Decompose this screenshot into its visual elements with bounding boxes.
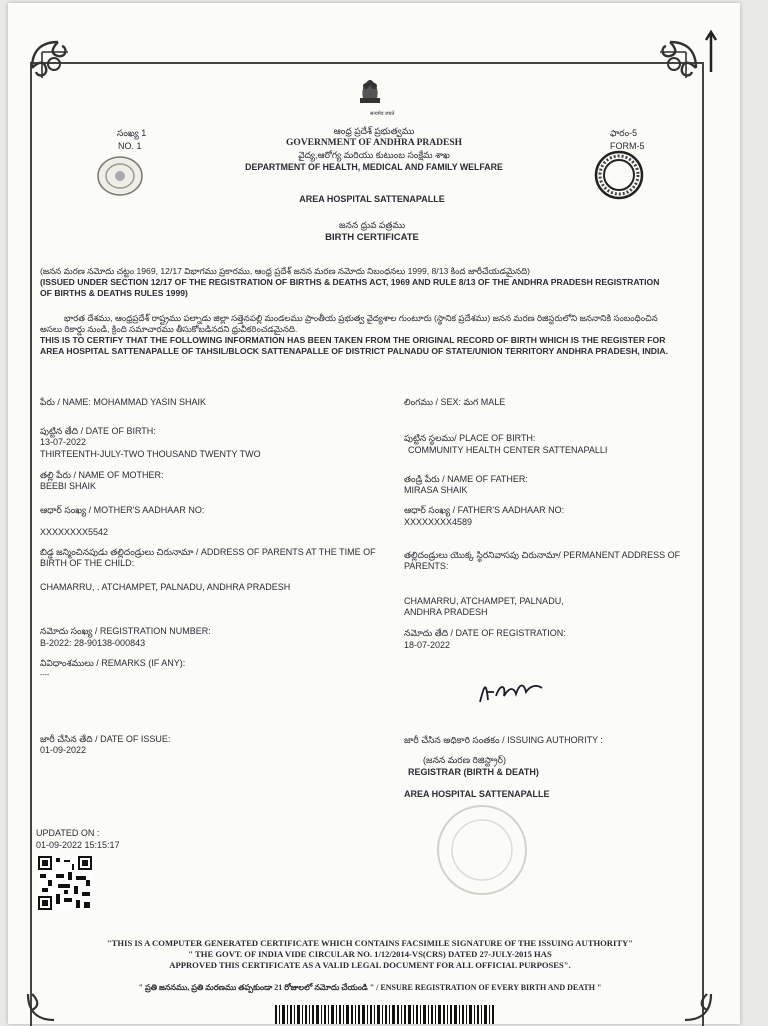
dept-title: DEPARTMENT OF HEALTH, MEDICAL AND FAMILY WELFARE — [245, 162, 503, 172]
mother-aadhaar-label: ఆధార్ సంఖ్య / MOTHER'S AADHAAR NO: — [40, 505, 205, 515]
state-emblem-icon — [355, 76, 385, 110]
emblem-caption: सत्यमेव जयते — [370, 111, 395, 117]
title-te: జనన ధ్రువ పత్రము — [338, 220, 406, 230]
registration-number-label: నమోదు సంఖ్య / REGISTRATION NUMBER: — [40, 626, 211, 636]
certify-te: భారత దేశము, ఆంధ్రప్రదేశ్ రాష్ట్రము పల్నాడు జిల్లా సత్తెనపల్లి మండలము ప్రాంతీయ ప్రభుత్వ వైద్యశాల గుంటూరు (స్థానిక ప్రదేశము) జనన మరణ రిజిస్టరులోని జననానికి సంబంధించిన అసలు రికార్డు నుండి, క్రింది సమాచారము తీసుకోబడినదని ధ్రువీకరించడమైనది. — [40, 313, 658, 334]
signature — [476, 676, 546, 711]
certify-en: THIS IS TO CERTIFY THAT THE FOLLOWING INFORMATION HAS BEEN TAKEN FROM THE ORIGINAL RECORD OF BIRTH WHICH IS THE REGISTER FOR AREA HOSPITAL SATTENAPALLE OF TAHSIL/BLOCK SATTENAPALLE OF DISTRICT PALNADU OF STATE/UNION TERRITORY ANDHRA PRADESH, INDIA. — [40, 335, 668, 356]
mother-label: తల్లి పేరు / NAME OF MOTHER: — [40, 470, 164, 480]
issue-date-label: జారీ చేసిన తేది / DATE OF ISSUE: — [40, 734, 171, 744]
left-seal-icon — [96, 155, 144, 197]
authority-role: REGISTRAR (BIRTH & DEATH) — [408, 767, 539, 777]
pob-value: COMMUNITY HEALTH CENTER SATTENAPALLI — [408, 445, 608, 455]
registration-date-value: 18-07-2022 — [404, 640, 451, 650]
dob-value: 13-07-2022 — [40, 437, 87, 447]
remarks-value: ---- — [40, 672, 50, 679]
corner-ornament-top-left — [28, 38, 88, 98]
father-label: తండ్రి పేరు / NAME OF FATHER: — [404, 474, 528, 484]
left-no-te: సంఖ్య 1 — [117, 128, 147, 138]
dob-label: పుట్టిన తేది / DATE OF BIRTH: — [40, 426, 156, 436]
hospital-name: AREA HOSPITAL SATTENAPALLE — [299, 194, 445, 204]
father-value: MIRASA SHAIK — [404, 485, 468, 495]
father-aadhaar-value: XXXXXXXX4589 — [404, 517, 473, 527]
name-field: పేరు / NAME: MOHAMMAD YASIN SHAIK — [40, 397, 207, 407]
mother-value: BEEBI SHAIK — [40, 481, 97, 491]
right-seal-icon — [594, 150, 644, 200]
issuing-authority-label: జారీ చేసిన అధికారి సంతకం / ISSUING AUTHORITY : — [404, 735, 603, 745]
authority-te: (జనన మరణ రిజిస్ట్రార్) — [423, 755, 506, 765]
right-form: FORM-5 — [610, 141, 645, 151]
registration-date-label: నమోదు తేది / DATE OF REGISTRATION: — [404, 628, 566, 638]
qr-code-icon — [38, 856, 92, 910]
remarks-label: వివిధాంశములు / REMARKS (IF ANY): — [40, 658, 186, 668]
corner-ornament-top-right — [640, 38, 700, 98]
upward-arrow-mark — [704, 30, 718, 74]
permanent-address-label: తల్లిదండ్రులు యొక్క స్థిరనివాసపు చిరునామా/ PERMANENT ADDRESS OF PARENTS: — [404, 550, 681, 571]
certificate-border — [30, 62, 704, 1026]
footer-line1: "THIS IS A COMPUTER GENERATED CERTIFICATE WHICH CONTAINS FACSIMILE SIGNATURE OF THE ISSUING AUTHORITY" — [106, 938, 634, 948]
authority-hospital: AREA HOSPITAL SATTENAPALLE — [404, 789, 550, 799]
footer-line4: " ప్రతి జననము, ప్రతి మరణము తప్పకుండా 21 రోజులలో నమోదు చేయండి " / ENSURE REGISTRATION OF EVERY BIRTH AND DEATH " — [138, 983, 602, 992]
barcode-icon — [275, 1005, 495, 1024]
issued-under-te: (జనన మరణ నమోదు చట్టం 1969, 12/17 విభాగము ప్రకారము, ఆంధ్ర ప్రదేశ్ జనన మరణ నమోదు నిబంధనలు 1999, 8/13 కింద జారీచేయడమైనది) — [40, 266, 531, 276]
father-aadhaar-label: ఆధార్ సంఖ్య / FATHER'S AADHAAR NO: — [404, 505, 565, 515]
left-no: NO. 1 — [118, 141, 142, 151]
permanent-address-line2: ANDHRA PRADESH — [404, 607, 488, 617]
permanent-address-line1: CHAMARRU, ATCHAMPET, PALNADU, — [404, 596, 564, 606]
mother-aadhaar-value: XXXXXXXX5542 — [40, 527, 109, 537]
certificate-title: BIRTH CERTIFICATE — [325, 232, 419, 243]
address-at-birth-value: CHAMARRU, . ATCHAMPET, PALNADU, ANDHRA PRADESH — [40, 582, 291, 592]
dob-words: THIRTEENTH-JULY-TWO THOUSAND TWENTY TWO — [40, 449, 261, 459]
issue-date-value: 01-09-2022 — [40, 745, 87, 755]
updated-value: 01-09-2022 15:15:17 — [36, 840, 120, 850]
signature-scribble-icon — [476, 676, 546, 706]
govt-title: GOVERNMENT OF ANDHRA PRADESH — [285, 138, 463, 148]
right-form-te: ఫారం-5 — [610, 128, 638, 138]
registration-number-value: B-2022: 28-90138-000843 — [40, 638, 146, 648]
pob-label: పుట్టిన స్థలము/ PLACE OF BIRTH: — [404, 433, 536, 443]
updated-label: UPDATED ON : — [36, 828, 100, 838]
address-at-birth-label: బిడ్డ జన్మించినపుడు తల్లిదండ్రులు చిరునామా / ADDRESS OF PARENTS AT THE TIME OF BIRTH OF THE CHILD: — [40, 547, 376, 568]
footer-line2: " THE GOVT. OF INDIA VIDE CIRCULAR NO. 1/12/2014-VS(CRS) DATED 27-JULY-2015 HAS — [188, 949, 552, 959]
footer-line3: APPROVED THIS CERTIFICATE AS A VALID LEGAL DOCUMENT FOR ALL OFFICIAL PURPOSES". — [169, 960, 571, 970]
corner-ornament-bottom-right — [655, 990, 715, 1024]
issued-under-en: (ISSUED UNDER SECTION 12/17 OF THE REGISTRATION OF BIRTHS & DEATHS ACT, 1969 AND RULE 8/13 OF THE ANDHRA PRADESH REGISTRATION OF BIRTHS & DEATHS RULES 1999) — [40, 277, 660, 298]
faded-stamp-icon — [432, 800, 532, 900]
corner-ornament-bottom-left — [24, 990, 84, 1024]
govt-te: ఆంధ్ర ప్రదేశ్ ప్రభుత్వము — [333, 126, 415, 136]
sex-field: లింగము / SEX: మగ MALE — [404, 397, 506, 407]
dept-te: వైద్య,ఆరోగ్య మరియు కుటుంబ సంక్షేమ శాఖ — [298, 150, 450, 160]
